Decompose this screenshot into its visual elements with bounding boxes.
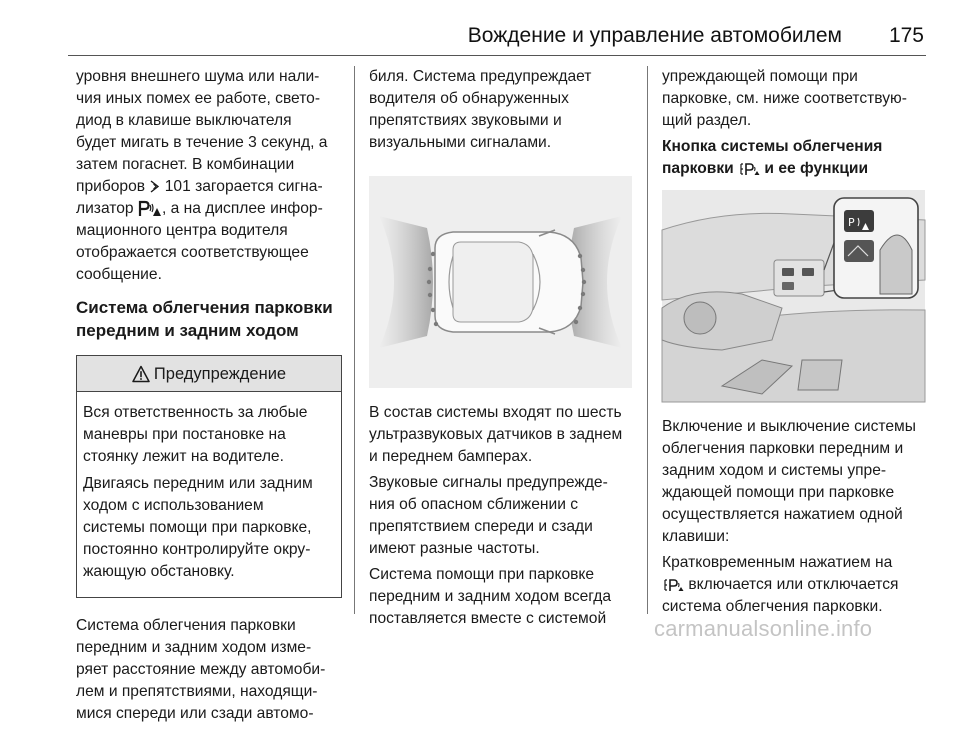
dashboard-button-drawing <box>662 190 925 402</box>
car-sensor-diagram <box>369 176 632 388</box>
column-1 <box>76 66 342 729</box>
car-top-view-illustration <box>369 176 632 388</box>
warning-paragraph-1: Вся ответственность за любые маневры при постановке на стоянку лежит на водителе. <box>83 404 308 465</box>
parking-assist-button-icon <box>662 578 684 592</box>
column-divider-1 <box>354 66 355 614</box>
column-3 <box>662 66 928 622</box>
dashboard-illustration <box>662 190 925 402</box>
header-divider <box>68 55 926 56</box>
page-header <box>0 0 960 56</box>
warning-body <box>77 392 341 597</box>
paragraph-sound-signals: Звуковые сигналы предупрежде- ния об опасном сближении с препятствием спереди и сзади имеют разные частоты. <box>369 474 608 557</box>
paragraph-sensors: В состав системы входят по шесть ультразвуковых датчиков в заднем и переднем бамперах. <box>369 404 623 465</box>
warning-box <box>76 355 342 598</box>
warning-title: Предупреждение <box>153 364 287 383</box>
paragraph-system-description: Система облегчения парковки передним и задним ходом изме- ряет расстояние между автомоби- лем и препятствиями, находящи- мися спереди или сзади автомо- <box>76 617 326 722</box>
warning-header <box>77 356 341 392</box>
car-body <box>435 230 583 334</box>
paragraph-see-below: упреждающей помощи при парковке, см. ниже соответствую- щий раздел. <box>662 68 907 129</box>
column-divider-2 <box>647 66 648 614</box>
switch-panel <box>774 260 824 296</box>
watermark: carmanualsonline.info <box>654 616 873 641</box>
rear-sensor-zone <box>379 216 433 348</box>
page-title: Вождение и управление автомобилем <box>467 24 842 47</box>
paragraph-enable-disable: Включение и выключение системы облегчения парковки передним и задним ходом и системы упре- ждающей помощи при парковке осуществляется нажатием одной клавиши: <box>662 418 916 545</box>
paragraph-system-warns: биля. Система предупреждает водителя об обнаруженных препятствиях звуковыми и визуальными сигналами. <box>369 68 592 151</box>
parking-assist-indicator-icon <box>138 200 162 217</box>
column-2 <box>369 66 635 634</box>
svg-text:P: P <box>848 216 855 229</box>
parking-assist-button-icon <box>738 162 760 176</box>
section-heading-parking-assist: Система облегчения парковки передним и задним ходом <box>76 298 333 340</box>
paragraph-noise-warning: уровня внешнего шума или нали- чия иных помех ее работе, свето- диод в клавише выключателя будет мигать в течение 3 секунд, а затем погаснет. В комбинации приборов 101 загорается сигна- лизатор , а на дисплее инфор- мационного центра водителя отображается соответствующее сообщение. <box>76 68 328 283</box>
warning-paragraph-2: Двигаясь передним или задним ходом с использованием системы помощи при парковке, постоянно контролируйте окру- жающую обстановку. <box>83 475 313 580</box>
warning-triangle-icon <box>132 365 150 383</box>
paragraph-short-press: Кратковременным нажатием на включается или отключается система облегчения парковки. <box>662 554 899 615</box>
section-heading-button: Кнопка системы облегчения парковки и ее функции <box>662 138 883 177</box>
paragraph-supplied-together: Система помощи при парковке передним и задним ходом всегда поставляется вместе с системой <box>369 566 612 627</box>
page-reference-arrow-icon <box>149 180 160 193</box>
page-number: 175 <box>888 24 924 47</box>
